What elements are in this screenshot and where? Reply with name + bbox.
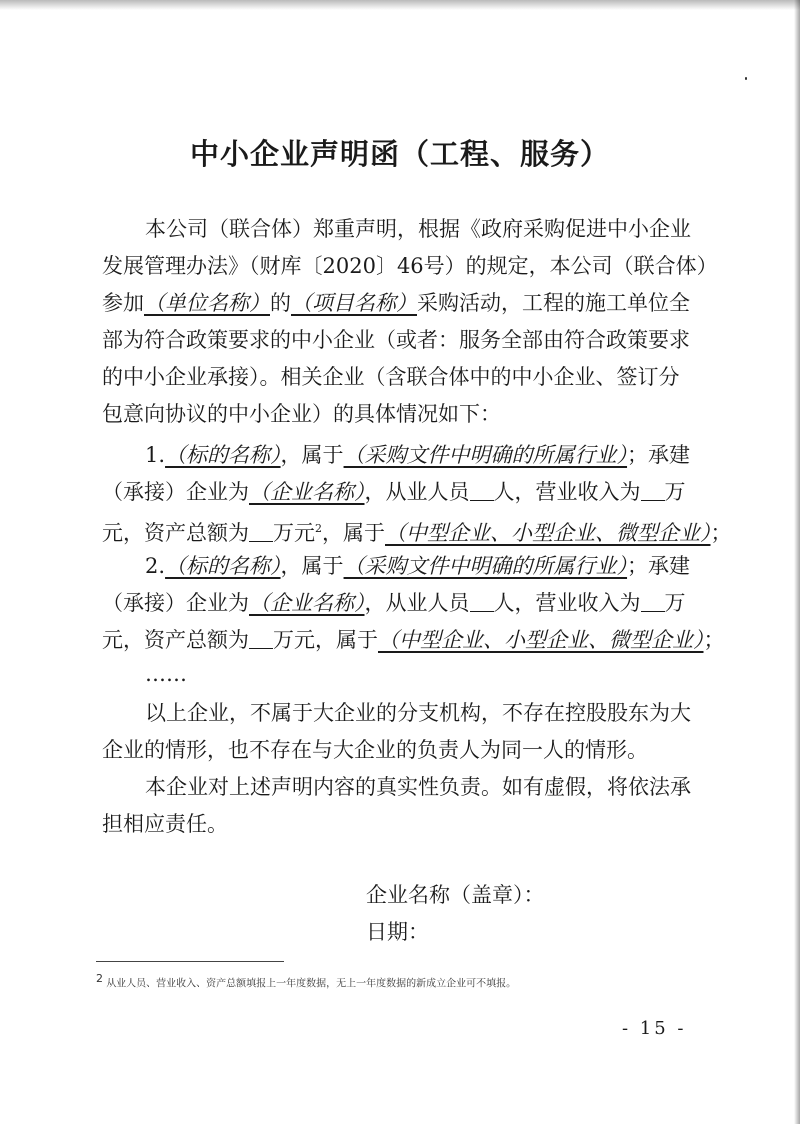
text-span: 万元 bbox=[273, 521, 315, 545]
blank-field bbox=[249, 523, 273, 542]
footnote-text: 从业人员、营业收入、资产总额填报上一年度数据，无上一年度数据的新成立企业可不填报。 bbox=[106, 978, 517, 990]
text-span: 万元 bbox=[273, 628, 315, 652]
ellipsis: …… bbox=[145, 662, 187, 686]
footnote bbox=[96, 972, 696, 989]
text-span: 的 bbox=[270, 291, 291, 315]
text-span: ； bbox=[703, 628, 725, 652]
footnote-rule bbox=[96, 961, 284, 962]
item-number: 1. bbox=[145, 443, 166, 467]
fill-in-company-name: （企业名称） bbox=[249, 591, 365, 615]
item-number: 2. bbox=[145, 554, 166, 578]
text-span: ；承建 bbox=[627, 443, 691, 467]
text-span: 元，资产总额为 bbox=[102, 628, 249, 652]
text-span: 万 bbox=[664, 591, 686, 615]
blank-field bbox=[249, 630, 273, 649]
item-line bbox=[145, 440, 691, 470]
item-line bbox=[102, 514, 732, 548]
scan-speck bbox=[745, 77, 747, 80]
body-line: 以上企业，不属于大企业的分支机构，不存在控股股东为大 bbox=[145, 701, 691, 725]
fill-in-industry: （采购文件中明确的所属行业） bbox=[343, 443, 628, 467]
page-number: - 15 - bbox=[622, 1018, 687, 1039]
body-line: 部为符合政策要求的中小企业（或者：服务全部由符合政策要求 bbox=[102, 328, 690, 352]
body-line: 本企业对上述声明内容的真实性负责。如有虚假，将依法承 bbox=[145, 775, 691, 799]
body-line: 发展管理办法》（财库〔2020〕46号）的规定，本公司（联合体） bbox=[102, 254, 718, 278]
fill-in-enterprise-size: （中型企业、小型企业、微型企业） bbox=[378, 628, 704, 652]
fill-in-industry: （采购文件中明确的所属行业） bbox=[343, 554, 628, 578]
item-line bbox=[145, 551, 691, 581]
blank-field bbox=[641, 482, 665, 501]
company-seal-label: 企业名称（盖章）： bbox=[366, 883, 545, 907]
text-span: ，属于 bbox=[322, 521, 385, 545]
text-span: 人，营业收入为 bbox=[493, 591, 641, 615]
body-line: 企业的情形，也不存在与大企业的负责人为同一人的情形。 bbox=[102, 738, 648, 762]
text-span: 参加 bbox=[102, 291, 144, 315]
blank-field bbox=[641, 593, 665, 612]
fill-in-company-name: （企业名称） bbox=[249, 480, 365, 504]
text-span: ，从业人员 bbox=[364, 480, 470, 504]
blank-field bbox=[470, 482, 494, 501]
text-span: ，从业人员 bbox=[364, 591, 470, 615]
text-span: 元，资产总额为 bbox=[102, 521, 249, 545]
fill-in-subject-name: （标的名称） bbox=[165, 554, 281, 578]
scan-edge bbox=[0, 0, 800, 10]
text-span: ，属于 bbox=[280, 554, 344, 578]
item-line bbox=[102, 477, 686, 507]
text-span: ； bbox=[710, 521, 732, 545]
body-line: 担相应责任。 bbox=[102, 812, 228, 836]
text-span: 万 bbox=[664, 480, 686, 504]
text-span: （承接）企业为 bbox=[102, 480, 249, 504]
text-span: ，属于 bbox=[280, 443, 344, 467]
body-line: 本公司（联合体）郑重声明，根据《政府采购促进中小企业 bbox=[145, 217, 691, 241]
text-span: ；承建 bbox=[627, 554, 691, 578]
item-line bbox=[102, 625, 725, 655]
text-span: 人，营业收入为 bbox=[493, 480, 641, 504]
blank-field bbox=[470, 593, 494, 612]
footnote-marker: 2 bbox=[96, 972, 103, 985]
body-line bbox=[102, 288, 690, 318]
text-span: （承接）企业为 bbox=[102, 591, 249, 615]
date-label: 日期： bbox=[366, 920, 429, 944]
body-line: 包意向协议的中小企业）的具体情况如下： bbox=[102, 402, 501, 426]
text-span: 采购活动，工程的施工单位全 bbox=[417, 291, 690, 315]
fill-in-enterprise-size: （中型企业、小型企业、微型企业） bbox=[385, 521, 711, 545]
text-span: ，属于 bbox=[315, 628, 378, 652]
item-line bbox=[102, 588, 686, 618]
document-title: 中小企业声明函（工程、服务） bbox=[189, 137, 610, 171]
fill-in-unit-name: （单位名称） bbox=[144, 291, 270, 315]
fill-in-project-name: （项目名称） bbox=[291, 291, 417, 315]
footnote-reference: 2 bbox=[315, 522, 322, 535]
fill-in-subject-name: （标的名称） bbox=[165, 443, 281, 467]
body-line: 的中小企业承接）。相关企业（含联合体中的中小企业、签订分 bbox=[102, 365, 680, 389]
